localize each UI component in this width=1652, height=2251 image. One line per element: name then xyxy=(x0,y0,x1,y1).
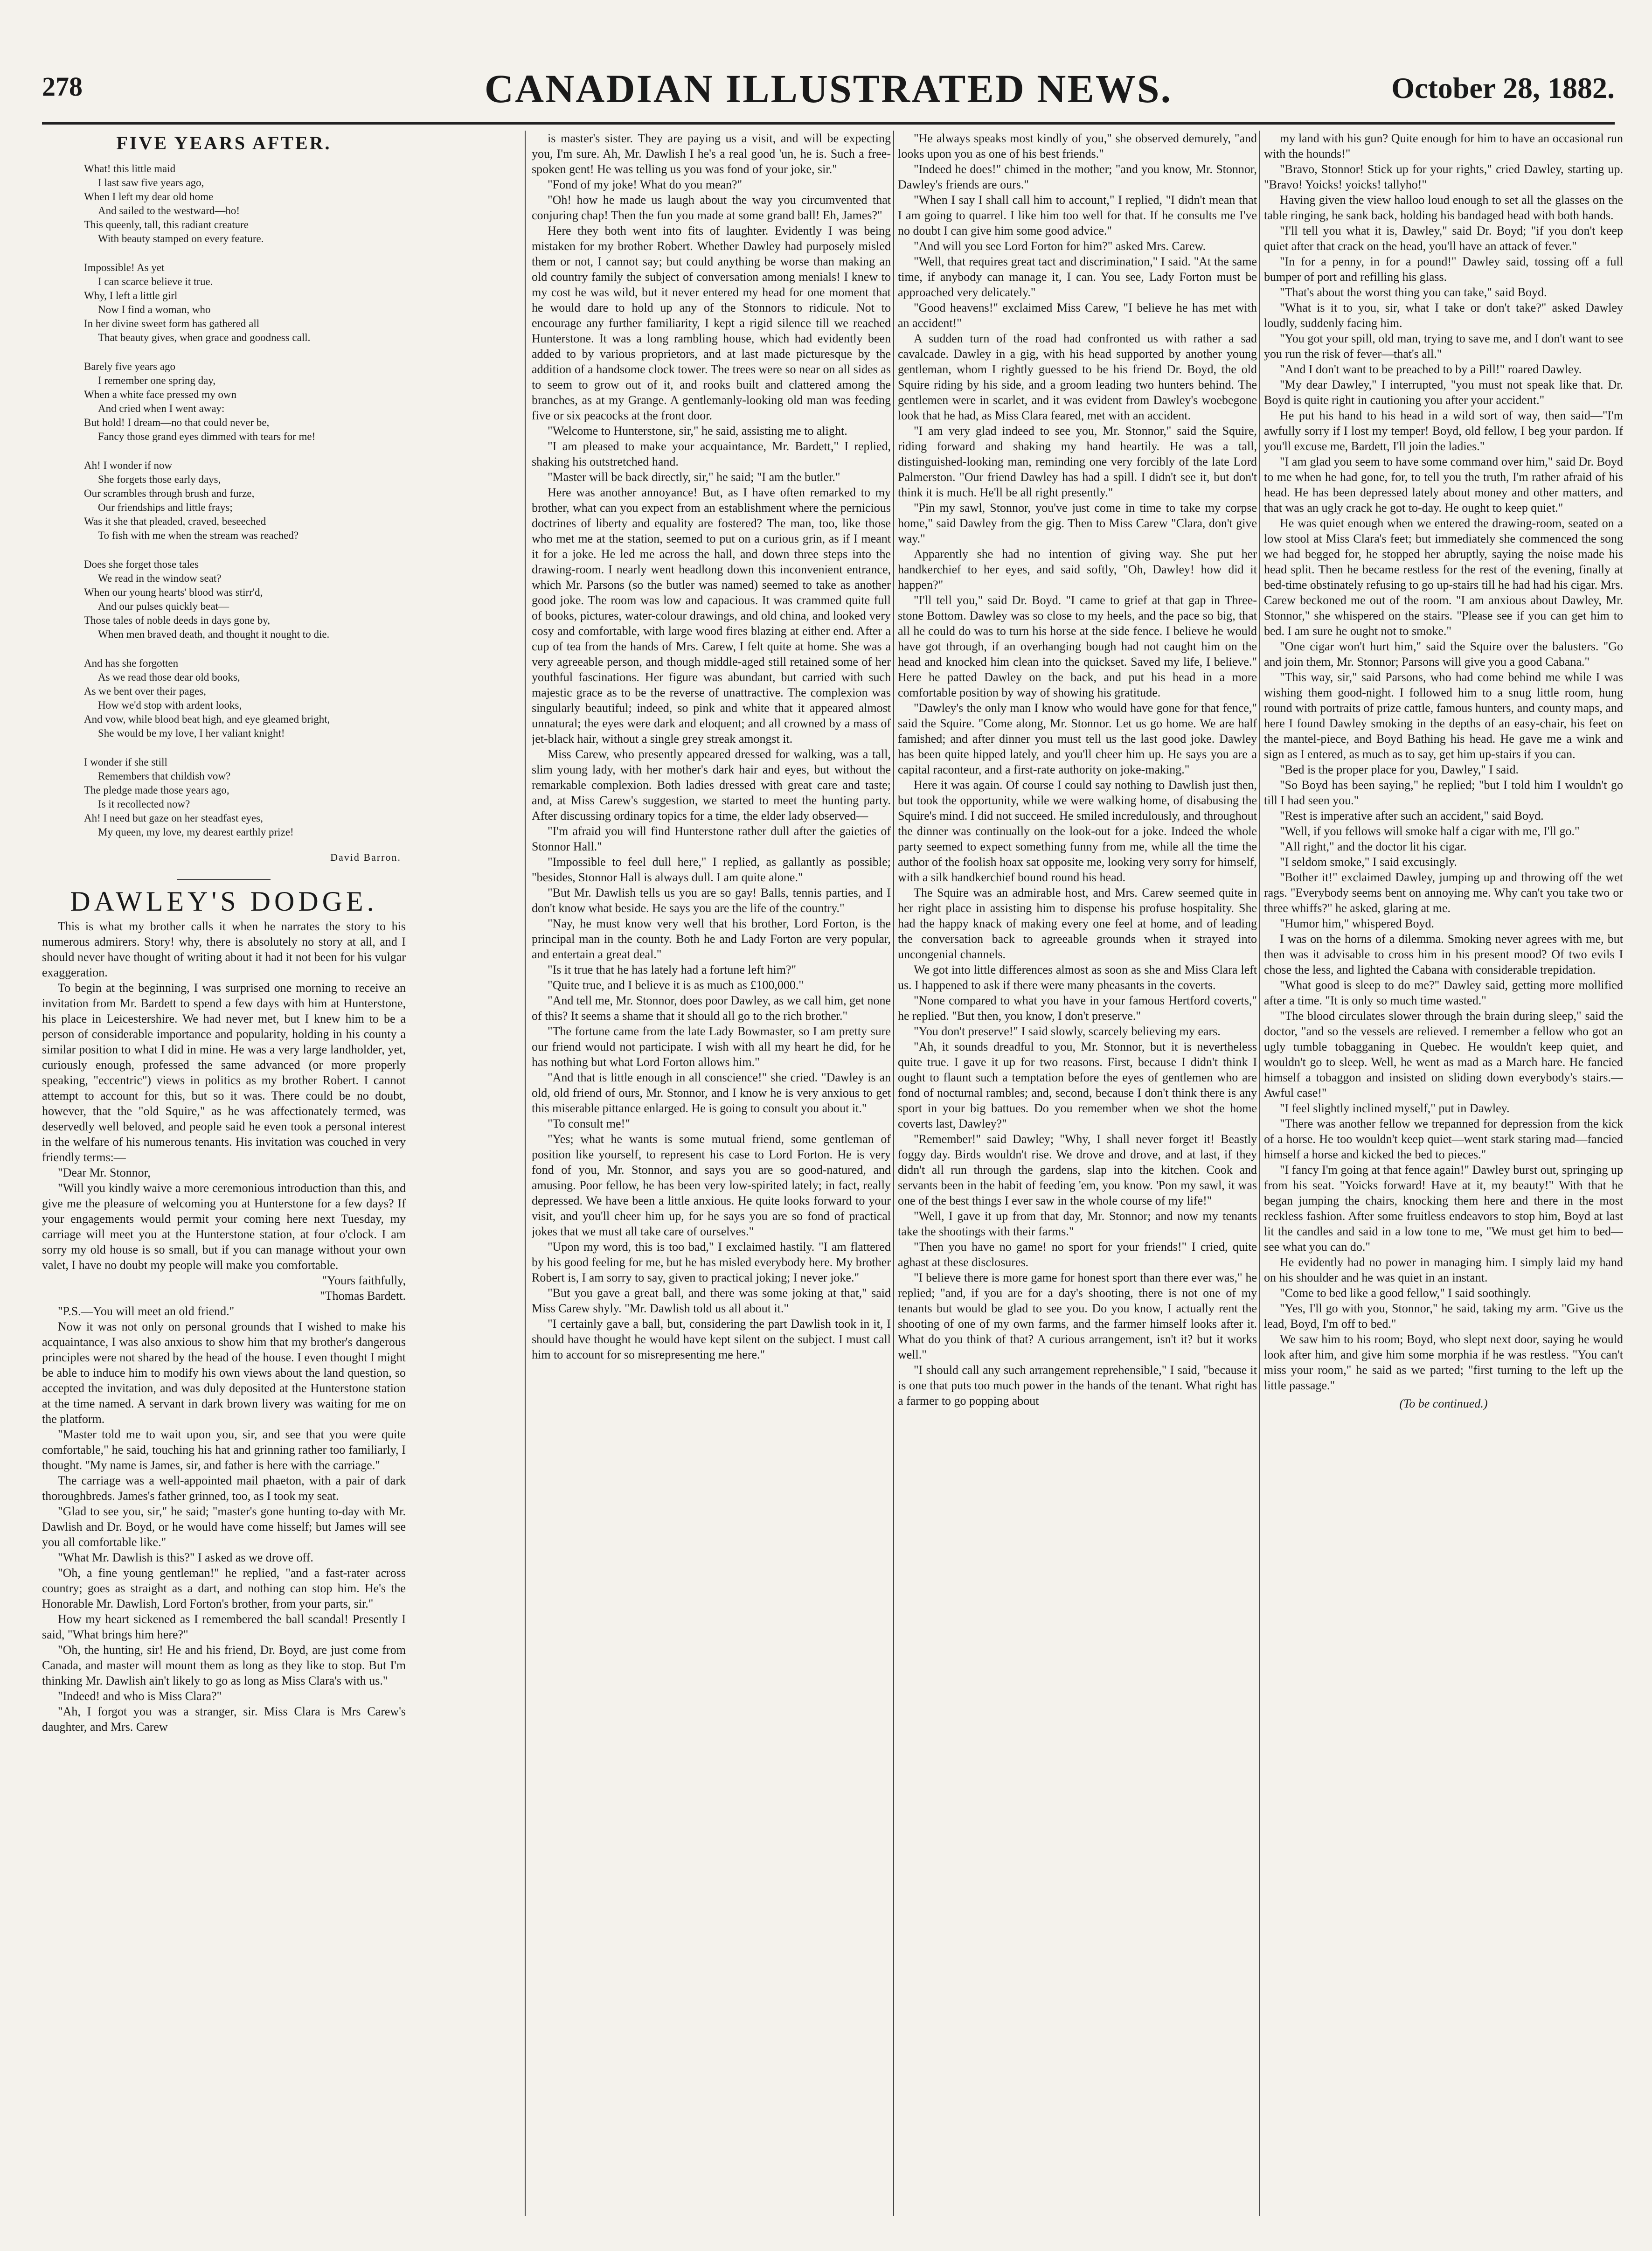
story-paragraph: The carriage was a well-appointed mail phaeton, with a pair of dark thoroughbreds. James's father grinned, too, as I took my seat. xyxy=(42,1474,406,1503)
story-paragraph: Here was another annoyance! But, as I have often remarked to my brother, what can you expect from an establishment where the pernicious doctrines of liberty and equality are fostered? The man, too, like those who met me at the station, seemed to put on a curious grin, as if I meant it for a joke. He led me across the hall, and down three steps into the drawing-room. I nearly went headlong down this inconvenient entrance, which Mr. Parsons (so the butler was named) seemed to take as another good joke. The room was low and capacious. It was crammed quite full of books, pictures, water-colour drawings, and old china, and looked very cosy and comfortable, with large wood fires blazing at either end. After a cup of tea from the hands of Mrs. Carew, I felt quite at home. She was a very agreeable person, and though middle-aged still retained some of her youthful fascinations. Her figure was abundant, but carried with such majestic grace as to be the reverse of unattractive. The complexion was singularly beautiful; indeed, so pink and white that it appeared almost unnatural; the eyes were dark and eloquent; and all crowned by a mass of jet-black hair, without a single grey streak amongst it. xyxy=(532,486,891,746)
poem-line: Ah! I need but gaze on her steadfast eyes, xyxy=(84,812,263,824)
story-paragraph: Having given the view halloo loud enough to set all the glasses on the table ringing, he sank back, holding his bandaged head with both hands. xyxy=(1264,193,1623,222)
poem-line: I last saw five years ago, xyxy=(98,177,204,188)
header-rule xyxy=(42,122,1615,125)
poem-line: I remember one spring day, xyxy=(98,375,216,386)
poem-line: As we bent over their pages, xyxy=(84,685,206,697)
story-paragraph: "To consult me!" xyxy=(548,1117,630,1130)
story-paragraph: my land with his gun? Quite enough for him to have an occasional run with the hounds!" xyxy=(1264,132,1623,160)
poem-line: In her divine sweet form has gathered all xyxy=(84,318,260,329)
story-paragraph: "I seldom smoke," I said excusingly. xyxy=(1280,855,1457,869)
story-paragraph: "I'll tell you," said Dr. Boyd. "I came to grief at that gap in Three-stone Bottom. Dawley was so close to my heels, and the pace so big, that all he could do was to turn his horse at the side fence. I believe he would have got through, if an overhanging bough had not caught him on the head and knocked him clean into the quickset. Saved my life, I believe." Here he patted Dawley on the back, and put his head in a more comfortable position by way of showing his gratitude. xyxy=(898,593,1257,699)
story-text xyxy=(532,131,891,1362)
poem-body xyxy=(42,162,406,839)
story-paragraph: "Indeed he does!" chimed in the mother; "and you know, Mr. Stonnor, Dawley's friends are ours." xyxy=(898,162,1257,191)
poem-line: Those tales of noble deeds in days gone by, xyxy=(84,614,270,626)
story-paragraph: "What is it to you, sir, what I take or don't take?" asked Dawley loudly, suddenly facing him. xyxy=(1264,301,1623,330)
story-paragraph: "And I don't want to be preached to by a Pill!" roared Dawley. xyxy=(1280,362,1582,376)
poem-line: Fancy those grand eyes dimmed with tears for me! xyxy=(98,431,316,442)
poem-line: Was it she that pleaded, craved, beseeched xyxy=(84,516,266,527)
poem-line: She would be my love, I her valiant knight! xyxy=(98,727,285,739)
poem-line: Why, I left a little girl xyxy=(84,290,178,301)
story-paragraph: "That's about the worst thing you can take," said Boyd. xyxy=(1280,286,1547,299)
story-paragraph: To begin at the beginning, I was surprised one morning to receive an invitation from Mr. Bardett to spend a few days with him at Hunterstone, his place in Leicestershire. We had never met, but I knew him to be a person of considerable importance and popularity, holding in his county a similar position to what I did in mine. He was a very large landholder, yet, curiously enough, professed the same advanced (or more properly speaking, "eccentric") views in politics as my brother Robert. I cannot attempt to account for this, but so it was. There could be no doubt, however, that the "old Squire," as he was affectionately termed, was deservedly well beloved, and people said he even took a personal interest in the welfare of his numerous tenants. His invitation was couched in very friendly terms:— xyxy=(42,981,406,1164)
poem-line: With beauty stamped on every feature. xyxy=(98,233,264,244)
poem-stanza xyxy=(84,459,406,543)
story-paragraph: He evidently had no power in managing him. I simply laid my hand on his shoulder and he was quiet in an instant. xyxy=(1264,1255,1623,1284)
story-paragraph: "Master will be back directly, sir," he said; "I am the butler." xyxy=(548,470,840,484)
story-paragraph: "Remember!" said Dawley; "Why, I shall never forget it! Beastly foggy day. Birds wouldn't rise. We drove and drove, and at last, if they didn't all run through the gardens, slap into the kitchen. Cook and servants been in the habit of feeding 'em, you know. 'Pon my sawl, it was one of the best things I ever saw in the whole course of my life!" xyxy=(898,1132,1257,1207)
poem-line: And cried when I went away: xyxy=(98,403,225,414)
poem-line: That beauty gives, when grace and goodness call. xyxy=(98,332,311,343)
story-paragraph: "Well, that requires great tact and discrimination," I said. "At the same time, if anybody can manage it, I can. You see, Lady Forton must be approached very delicately." xyxy=(898,255,1257,299)
story-text xyxy=(1264,131,1623,1393)
story-paragraph: "What good is sleep to do me?" Dawley said, getting more mollified after a time. "It is only so much time wasted." xyxy=(1264,978,1623,1007)
poem-line: When I left my dear old home xyxy=(84,191,214,202)
story-paragraph: "Oh, the hunting, sir! He and his friend, Dr. Boyd, are just come from Canada, and master will mount them as long as they like to stop. But I'm thinking Mr. Dawlish ain't likely to go as long as Miss Clara's with us." xyxy=(42,1643,406,1687)
story-paragraph: "When I say I shall call him to account," I replied, "I didn't mean that I am going to quarrel. I like him too well for that. If he consults me I've no doubt I can give him some good advice." xyxy=(898,193,1257,237)
story-paragraph: "I am pleased to make your acquaintance, Mr. Bardett," I replied, shaking his outstretched hand. xyxy=(532,439,891,468)
poem-line: Barely five years ago xyxy=(84,361,176,372)
story-paragraph: "One cigar won't hurt him," said the Squire over the balusters. "Go and join them, Mr. Stonnor; Parsons will give you a good Cabana." xyxy=(1264,640,1623,669)
story-text xyxy=(42,919,406,1165)
story-paragraph: A sudden turn of the road had confronted us with rather a sad cavalcade. Dawley in a gig, with his head supported by another young gentleman, whom I rightly guessed to be his friend Dr. Boyd, the old Squire riding by his side, and a groom leading two hunters behind. The gentlemen were in scarlet, and it was evident from Dawley's woebegone look that he had, as Miss Clara feared, met with an accident. xyxy=(898,332,1257,422)
story-title: DAWLEY'S DODGE. xyxy=(70,886,378,917)
story-paragraph: "All right," and the doctor lit his cigar. xyxy=(1280,840,1467,853)
story-paragraph: We got into little differences almost as soon as she and Miss Clara left us. I happened to ask if there were many pheasants in the coverts. xyxy=(898,963,1257,992)
story-paragraph: "So Boyd has been saying," he replied; "but I told him I wouldn't go till I had seen you." xyxy=(1264,778,1623,807)
story-paragraph: "I am glad you seem to have some command over him," said Dr. Boyd to me when he had gone, for, to tell you the truth, I'm rather afraid of his head. He has been depressed lately about money and other matters, and that was an ugly crack he got to-day. He ought to keep quiet." xyxy=(1264,455,1623,515)
story-paragraph: "Impossible to feel dull here," I replied, as gallantly as possible; "besides, Stonnor Hall is always dull. I am quite alone." xyxy=(532,855,891,884)
story-paragraph: "Well, if you fellows will smoke half a cigar with me, I'll go." xyxy=(1280,824,1580,838)
poem-line: How we'd stop with ardent looks, xyxy=(98,699,242,711)
story-paragraph: "I feel slightly inclined myself," put in Dawley. xyxy=(1280,1101,1510,1115)
poem-line: As we read those dear old books, xyxy=(98,671,240,683)
poem-line: And vow, while blood beat high, and eye gleamed bright, xyxy=(84,713,330,725)
story-paragraph: "Dawley's the only man I know who would have gone for that fence," said the Squire. "Come along, Mr. Stonnor. Let us go home. We are half famished; and after dinner you must tell us the last good joke. Dawley has been quite hipped lately, and you'll cheer him up. He says you are a capital raconteur, and a first-rate authority on joke-making." xyxy=(898,701,1257,776)
story-paragraph: Apparently she had no intention of giving way. She put her handkerchief to her eyes, and said softly, "Oh, Dawley! how did it happen?" xyxy=(898,547,1257,592)
story-paragraph: Here they both went into fits of laughter. Evidently I was being mistaken for my brother Robert. Whether Dawley had purposely misled them or not, I cannot say; but could anything be worse than making an old country family the subject of conversation among menials! I knew to my cost he was wild, but it never entered my head for one moment that he would dare to hold up any of the Stonnors to ridicule. Not to encourage any further familiarity, I kept a rigid silence till we reached Hunterstone. It was a long rambling house, which had evidently been added to by various proprietors, and at last made picturesque by the addition of a handsome clock tower. The trees were so near on all sides as to seem to grow out of it, and rooks built and clattered among the branches, as at my Grange. A gentlemanly-looking old man was feeding five or six peacocks at the front door. xyxy=(532,224,891,422)
poem-line: Our friendships and little frays; xyxy=(98,502,233,513)
story-paragraph: "None compared to what you have in your famous Hertford coverts," he replied. "But then, you know, I don't preserve." xyxy=(898,994,1257,1023)
story-paragraph: "Ah, it sounds dreadful to you, Mr. Stonnor, but it is nevertheless quite true. I gave it up for two reasons. First, because I didn't think I ought to flaunt such a temptation before the eyes of gentlemen who are fond of nocturnal rambles; and, second, because I don't think there is any sport in your big battues. Do you remember when we shot the home coverts last, Dawley?" xyxy=(898,1040,1257,1130)
poem-line: I can scarce believe it true. xyxy=(98,276,213,287)
masthead xyxy=(42,65,1615,121)
story-paragraph: "Master told me to wait upon you, sir, and see that you were quite comfortable," he said, touching his hat and grinning rather too familiarly, I thought. "My name is James, sir, and father is here with the carriage." xyxy=(42,1428,406,1472)
story-paragraph: "And will you see Lord Forton for him?" asked Mrs. Carew. xyxy=(914,239,1206,253)
letter-postscript: "P.S.—You will meet an old friend." xyxy=(58,1304,235,1318)
poem-line: I wonder if she still xyxy=(84,756,167,768)
story-paragraph: "I'll tell you what it is, Dawley," said Dr. Boyd; "if you don't keep quiet after that crack on the head, you'll have an attack of fever." xyxy=(1264,224,1623,253)
poem-line: What! this little maid xyxy=(84,163,176,174)
page-number: 278 xyxy=(42,71,83,102)
story-paragraph: "Pin my sawl, Stonnor, you've just come in time to take my corpse home," said Dawley from the gig. Then to Miss Carew "Clara, don't give way." xyxy=(898,501,1257,545)
story-paragraph: "He always speaks most kindly of you," she observed demurely, "and looks upon you as one of his best friends." xyxy=(898,132,1257,160)
story-paragraph: "Humor him," whispered Boyd. xyxy=(1280,917,1435,930)
story-paragraph: is master's sister. They are paying us a visit, and will be expecting you, I'm sure. Ah, Mr. Dawlish I he's a real good 'un, he is. Such a free-spoken gent! He was telling us you was fond of your joke, sir." xyxy=(532,132,891,176)
story-paragraph: "Rest is imperative after such an accident," said Boyd. xyxy=(1280,809,1544,822)
poem-author: David Barron. xyxy=(330,851,401,863)
story-paragraph: We saw him to his room; Boyd, who slept next door, saying he would look after him, and give him some morphia if he was restless. "You can't miss your room," he said as we parted; "first turning to the left up the little passage." xyxy=(1264,1332,1623,1392)
story-paragraph: "Glad to see you, sir," he said; "master's gone hunting to-day with Mr. Dawlish and Dr. Boyd, or he would have come hisself; but James will see you all comfortable like." xyxy=(42,1505,406,1549)
story-paragraph: "The blood circulates slower through the brain during sleep," said the doctor, "and so the vessels are relieved. I remember a fellow who got an ugly tumble tobagganing in Quebec. He wouldn't keep quiet, and wouldn't go to sleep. Well, he went as mad as a March hare. He fancied himself a tobaggon and insisted on sliding down everybody's stairs.—Awful case!" xyxy=(1264,1009,1623,1100)
story-paragraph: "Is it true that he has lately had a fortune left him?" xyxy=(548,963,797,976)
story-paragraph: "And tell me, Mr. Stonnor, does poor Dawley, as we call him, get none of this? It seems a shame that it should all go to the rich brother." xyxy=(532,994,891,1023)
story-paragraph: "You got your spill, old man, trying to save me, and I don't want to see you run the risk of fever—that's all." xyxy=(1264,332,1623,361)
story-paragraph: "What Mr. Dawlish is this?" I asked as we drove off. xyxy=(58,1551,313,1564)
poem-stanza xyxy=(84,656,406,740)
story-paragraph: "Yes; what he wants is some mutual friend, some gentleman of position like yourself, to represent his case to Lord Forton. He is very fond of you, Mr. Stonnor, and says you are so good-natured, and amusing. Poor fellow, he has been very low-spirited lately; in fact, really depressed. We have been a little anxious. He quite looks forward to your visit, and you'll cheer him up, for he says you are so fond of practical jokes that we must all take care of ourselves." xyxy=(532,1132,891,1238)
poem-line: The pledge made those years ago, xyxy=(84,784,229,796)
story-paragraph: "I am very glad indeed to see you, Mr. Stonnor," said the Squire, riding forward and shaking my hand heartily. He was a tall, distinguished-looking man, reminding one very forcibly of the late Lord Palmerston. "Our friend Dawley has had a spill. I didn't see it, but don't think it is much. He'll be all right presently." xyxy=(898,424,1257,499)
story-text xyxy=(42,1319,406,1735)
story-paragraph: "And that is little enough in all conscience!" she cried. "Dawley is an old, old friend of ours, Mr. Stonnor, and I know he is very anxious to get this miserable pittance enlarged. He is going to consult you about it." xyxy=(532,1071,891,1115)
letter-closing: "Yours faithfully, xyxy=(322,1274,406,1287)
letter-signature: "Thomas Bardett. xyxy=(320,1289,406,1303)
story-paragraph: "Bother it!" exclaimed Dawley, jumping up and throwing off the wet rags. "Everybody seems bent on annoying me. Why can't you take two or three whiffs?" he asked, glaring at me. xyxy=(1264,871,1623,915)
story-paragraph: "Welcome to Hunterstone, sir," he said, assisting me to alight. xyxy=(548,424,847,438)
story-text xyxy=(898,131,1257,1408)
story-paragraph: "Quite true, and I believe it is as much as £100,000." xyxy=(548,978,804,992)
story-paragraph: "Oh! how he made us laugh about the way you circumvented that conjuring chap! Then the fun you made at some grand ball! Eh, James?" xyxy=(532,193,891,222)
poem-line: This queenly, tall, this radiant creature xyxy=(84,219,249,230)
story-paragraph: "You don't preserve!" I said slowly, scarcely believing my ears. xyxy=(914,1024,1221,1038)
story-paragraph: Here it was again. Of course I could say nothing to Dawlish just then, but took the opportunity, while we were walking home, of disabusing the Squire's mind. I did not succeed. He smiled incredulously, and throughout the dinner was continually on the look-out for a joke. Indeed the whole party seemed to expect something funny from me, while all the time the author of the foolish hoax sat opposite me, looking very sorry for himself, with a silk handkerchief bound round his head. xyxy=(898,778,1257,884)
section-divider xyxy=(177,879,271,880)
poem-line: Ah! I wonder if now xyxy=(84,460,173,471)
story-paragraph: How my heart sickened as I remembered the ball scandal! Presently I said, "What brings him here?" xyxy=(42,1612,406,1641)
poem-stanza xyxy=(84,558,406,641)
poem-stanza xyxy=(84,162,406,246)
story-paragraph: "I should call any such arrangement reprehensible," I said, "because it is one that puts too much power in the hands of the tenant. What right has a farmer to go popping about xyxy=(898,1363,1257,1408)
story-paragraph: Now it was not only on personal grounds that I wished to make his acquaintance, I was also anxious to show him that my brother's dangerous principles were not shared by the head of the house. I even thought I might be able to induce him to modify his own views about the land question, so accepted the invitation, and was duly deposited at the Hunterstone station at the time named. A servant in dark brown livery was waiting for me on the platform. xyxy=(42,1320,406,1426)
newspaper-title: CANADIAN ILLUSTRATED NEWS. xyxy=(484,66,1173,111)
poem-line: Now I find a woman, who xyxy=(98,304,211,315)
issue-date: October 28, 1882. xyxy=(1391,71,1615,105)
story-paragraph: "The fortune came from the late Lady Bowmaster, so I am pretty sure our friend would not participate. I wish with all my heart he did, for he has nothing but what Lord Forton allows him." xyxy=(532,1024,891,1069)
story-paragraph: "I certainly gave a ball, but, considering the part Dawlish took in it, I should have thought he would have kept silent on the subject. I must call him to account for so misrepresenting me here." xyxy=(532,1317,891,1361)
story-paragraph: "I believe there is more game for honest sport than there ever was," he replied; "and, if you are for a day's shooting, there is not one of my tenants but would be glad to see you. Do you know, I actually rent the shooting of one of my own farms, and the farmer himself looks after it. What do you think of that? A curious arrangement, isn't it? but it works well." xyxy=(898,1271,1257,1361)
poem-line: And our pulses quickly beat— xyxy=(98,600,229,612)
letter-salutation: "Dear Mr. Stonnor, xyxy=(58,1166,151,1179)
story-paragraph: "I fancy I'm going at that fence again!" Dawley burst out, springing up from his seat. "Yoicks forward! Have at it, my beauty!" With that he began jumping the chairs, knocking them here and there in the most reckless fashion. After some fruitless endeavors to stop him, Boyd at last lit the candles and said in a low tone to me, "We must get him to bed—see what you can do." xyxy=(1264,1163,1623,1254)
letter-body: "Will you kindly waive a more ceremonious introduction than this, and give me the pleasure of welcoming you at Hunterstone for a few days? If your engagements would permit your coming here next Tuesday, my carriage will meet you at the Hunterstone station, at four o'clock. I am sorry my old house is so small, but if you can manage without your own valet, I have no doubt my people will make you comfortable. xyxy=(42,1181,406,1272)
story-paragraph: "Come to bed like a good fellow," I said soothingly. xyxy=(1280,1286,1531,1300)
poem-line: And has she forgotten xyxy=(84,657,179,669)
story-paragraph: "Oh, a fine young gentleman!" he replied, "and a fast-rater across country; goes as straight as a dart, and nothing can stop him. He's the Honorable Mr. Dawlish, Lord Forton's brother, from your parts, sir." xyxy=(42,1566,406,1610)
story-paragraph: "I'm afraid you will find Hunterstone rather dull after the gaieties of Stonnor Hall." xyxy=(532,824,891,853)
poem-stanza xyxy=(84,261,406,345)
poem-title: FIVE YEARS AFTER. xyxy=(116,132,332,153)
story-paragraph: "Upon my word, this is too bad," I exclaimed hastily. "I am flattered by his good feeling for me, but he has misled everybody here. My brother Robert is, I am sorry to say, given to practical joking; I never joke." xyxy=(532,1240,891,1284)
poem-line: Is it recollected now? xyxy=(98,798,190,810)
poem-line: My queen, my love, my dearest earthly prize! xyxy=(98,826,294,838)
story-paragraph: "My dear Dawley," I interrupted, "you must not speak like that. Dr. Boyd is quite right in cautioning you after your accident." xyxy=(1264,378,1623,407)
column-1 xyxy=(42,131,406,2216)
story-paragraph: I was on the horns of a dilemma. Smoking never agrees with me, but then was it advisable to cross him in his present mood? Of two evils I chose the less, and lighted the Cabana with considerable trepidation. xyxy=(1264,932,1623,976)
poem-line: When a white face pressed my own xyxy=(84,389,236,400)
story-paragraph: "Bravo, Stonnor! Stick up for your rights," cried Dawley, starting up. "Bravo! Yoicks! yoicks! tallyho!" xyxy=(1264,162,1623,191)
poem-line: Does she forget those tales xyxy=(84,558,199,570)
story-paragraph: "This way, sir," said Parsons, who had come behind me while I was wishing them good-night. I followed him to a snug little room, hung round with portraits of prize cattle, famous hunters, and county maps, and here I found Dawley smoking in the depths of an easy-chair, his feet on the mantel-piece, and Boyd Bathing his head. He gave me a wink and sign as I entered, as much as to say, get him up-stairs if you can. xyxy=(1264,670,1623,761)
column-2 xyxy=(532,131,891,2216)
story-paragraph: "But you gave a great ball, and there was some joking at that," said Miss Carew shyly. "Mr. Dawlish told us all about it." xyxy=(532,1286,891,1315)
story-paragraph: "But Mr. Dawlish tells us you are so gay! Balls, tennis parties, and I don't know what beside. He says you are the life of the country." xyxy=(532,886,891,915)
column-divider xyxy=(525,131,526,2216)
continued-note: (To be continued.) xyxy=(1399,1397,1488,1410)
poem-line: She forgets those early days, xyxy=(98,474,221,485)
story-paragraph: "Bed is the proper place for you, Dawley," I said. xyxy=(1280,763,1519,776)
story-paragraph: Miss Carew, who presently appeared dressed for walking, was a tall, slim young lady, with her mother's dark hair and eyes, but without the remarkable complexion. Both ladies dressed with great care and taste; and, at Miss Carew's suggestion, we started to meet the hunting party. After discussing ordinary topics for a time, the elder lady observed— xyxy=(532,747,891,822)
column-divider xyxy=(893,131,894,2216)
poem-line: And sailed to the westward—ho! xyxy=(98,205,240,216)
story-paragraph: "Ah, I forgot you was a stranger, sir. Miss Clara is Mrs Carew's daughter, and Mrs. Carew xyxy=(42,1705,406,1734)
story-paragraph: He was quiet enough when we entered the drawing-room, seated on a low stool at Miss Clara's feet; but immediately she commenced the song we had begged for, he stopped her abruptly, saying the noise made his head split. Then he became restless for the rest of the evening, finally at bed-time obstinately refusing to go up-stairs till he had had his cigar. Mrs. Carew beckoned me out of the room. "I am anxious about Dawley, Mr. Stonnor," she whispered on the stairs. "Please see if you can get him to bed. I am sure he ought not to smoke." xyxy=(1264,516,1623,638)
story-paragraph: "Then you have no game! no sport for your friends!" I cried, quite aghast at these disclosures. xyxy=(898,1240,1257,1269)
column-divider xyxy=(1259,131,1260,2216)
story-paragraph: "Nay, he must know very well that his brother, Lord Forton, is the principal man in the county. Both he and Lady Forton are very popular, and entertain a great deal." xyxy=(532,917,891,961)
column-3 xyxy=(898,131,1257,2216)
poem-line: When men braved death, and thought it nought to die. xyxy=(98,628,330,640)
story-paragraph: This is what my brother calls it when he narrates the story to his numerous admirers. Story! why, there is absolutely no story at all, and I should never have thought of writing about it had it not been for his vulgar exaggeration. xyxy=(42,920,406,979)
poem-line: To fish with me when the stream was reached? xyxy=(98,530,299,541)
story-paragraph: "Yes, I'll go with you, Stonnor," he said, taking my arm. "Give us the lead, Boyd, I'm off to bed." xyxy=(1264,1302,1623,1331)
poem-line: Remembers that childish vow? xyxy=(98,770,231,782)
story-paragraph: "Fond of my joke! What do you mean?" xyxy=(548,178,743,191)
poem-line: We read in the window seat? xyxy=(98,572,222,584)
poem-stanza xyxy=(84,360,406,444)
poem-stanza xyxy=(84,755,406,839)
story-paragraph: "There was another fellow we trepanned for depression from the kick of a horse. He too wouldn't keep quiet—went stark staring mad—fancied himself a horse and kicked the bed to pieces." xyxy=(1264,1117,1623,1161)
story-paragraph: The Squire was an admirable host, and Mrs. Carew seemed quite in her right place in assisting him to dispense his profuse hospitality. She had the happy knack of making every one feel at home, and of leading the conversation back to agreeable grounds when it strayed into uncongenial channels. xyxy=(898,886,1257,961)
column-4 xyxy=(1264,131,1623,2216)
story-paragraph: "In for a penny, in for a pound!" Dawley said, tossing off a full bumper of port and refilling his glass. xyxy=(1264,255,1623,284)
story-paragraph: "Good heavens!" exclaimed Miss Carew, "I believe he has met with an accident!" xyxy=(898,301,1257,330)
story-paragraph: "Indeed! and who is Miss Clara?" xyxy=(58,1689,222,1703)
story-paragraph: He put his hand to his head in a wild sort of way, then said—"I'm awfully sorry if I lost my temper! Boyd, old fellow, I beg your pardon. If you'll excuse me, Bardett, I'll join the ladies." xyxy=(1264,409,1623,453)
story-paragraph: "Well, I gave it up from that day, Mr. Stonnor; and now my tenants take the shootings with their farms." xyxy=(898,1209,1257,1238)
poem-line: But hold! I dream—no that could never be, xyxy=(84,417,270,428)
poem-line: When our young hearts' blood was stirr'd, xyxy=(84,586,263,598)
poem-line: Our scrambles through brush and furze, xyxy=(84,488,255,499)
poem-line: Impossible! As yet xyxy=(84,262,165,273)
